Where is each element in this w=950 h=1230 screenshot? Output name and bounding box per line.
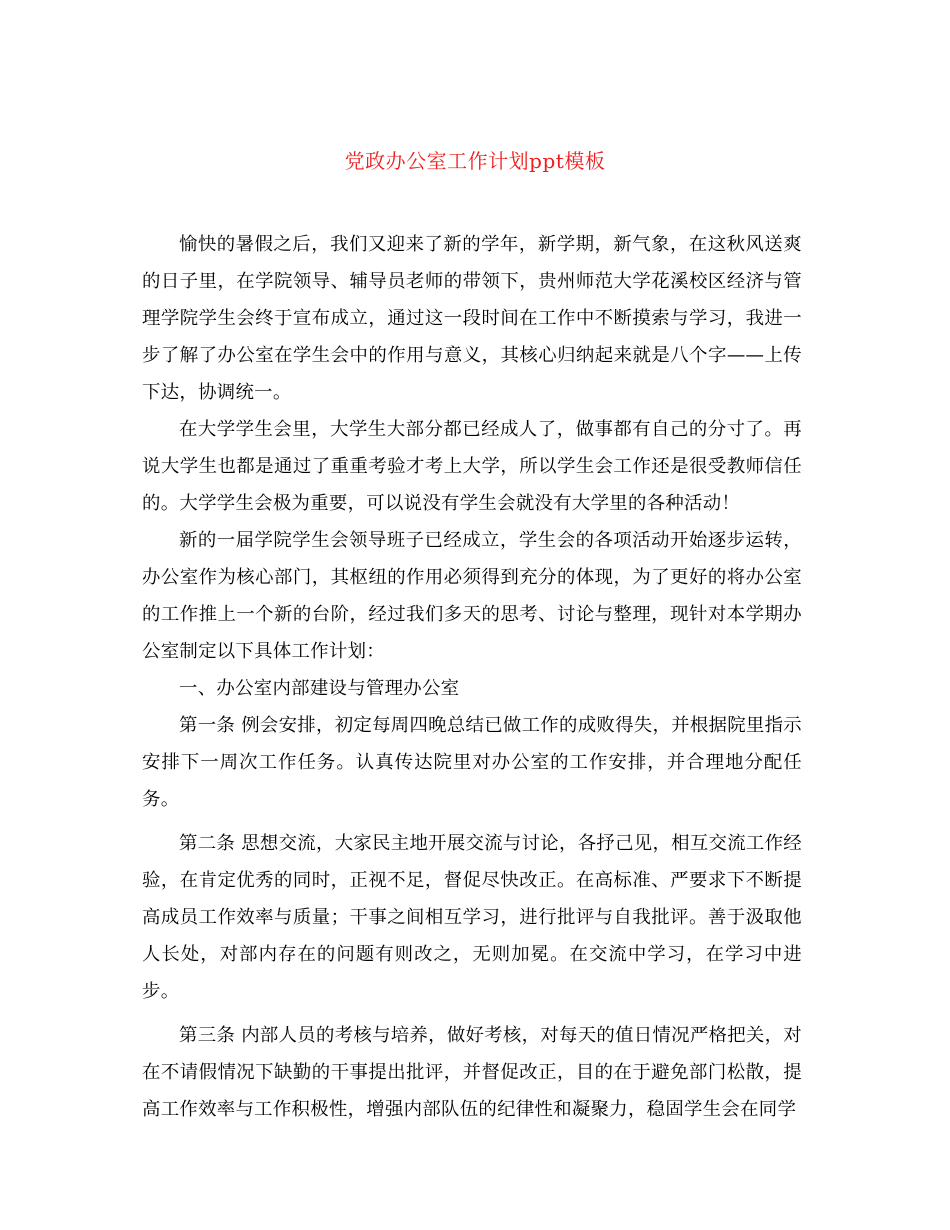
paragraph-intro: 愉快的暑假之后，我们又迎来了新的学年，新学期，新气象，在这秋风送爽的日子里，在学院领导、辅导员老师的带领下，贵州师范大学花溪校区经济与管理学院学生会终于宣布成立，通过这一段时间在工作中不断摸索与学习，我进一步了解了办公室在学生会中的作用与意义，其核心归纳起来就是八个字——上传下达，协调统一。 [142, 234, 802, 403]
paragraph-new-leadership: 新的一届学院学生会领导班子已经成立，学生会的各项活动开始逐步运转，办公室作为核心部门，其枢纽的作用必须得到充分的体现，为了更好的将办公室的工作推上一个新的台阶，经过我们多天的思考、讨论与整理，现针对本学期办公室制定以下具体工作计划： [142, 530, 802, 662]
paragraph-article-1: 第一条 例会安排，初定每周四晚总结已做工作的成败得失，并根据院里指示安排下一周次工作任务。认真传达院里对办公室的工作安排，并合理地分配任务。 [142, 715, 802, 810]
document-title: 党政办公室工作计划ppt模板 [344, 149, 606, 173]
paragraph-student-union: 在大学学生会里，大学生大部分都已经成人了，做事都有自己的分寸了。再说大学生也都是通过了重重考验才考上大学，所以学生会工作还是很受教师信任的。大学学生会极为重要，可以说没有学生会就没有大学里的各种活动！ [142, 419, 802, 514]
document-body [142, 226, 802, 1128]
paragraph-article-3: 第三条 内部人员的考核与培养，做好考核，对每天的值日情况严格把关，对在不请假情况下缺勤的干事提出批评，并督促改正，目的在于避免部门松散，提高工作效率与工作积极性，增强内部队伍的纪律性和凝聚力，稳固学生会在同学 [142, 1025, 802, 1120]
paragraph-article-2: 第二条 思想交流，大家民主地开展交流与讨论，各抒己见，相互交流工作经验，在肯定优秀的同时，正视不足，督促尽快改正。在高标准、严要求下不断提高成员工作效率与质量；干事之间相互学习，进行批评与自我批评。善于汲取他人长处，对部内存在的问题有则改之，无则加冕。在交流中学习，在学习中进步。 [142, 833, 802, 1002]
section-heading-office-internal: 一、办公室内部建设与管理办公室 [179, 678, 460, 699]
